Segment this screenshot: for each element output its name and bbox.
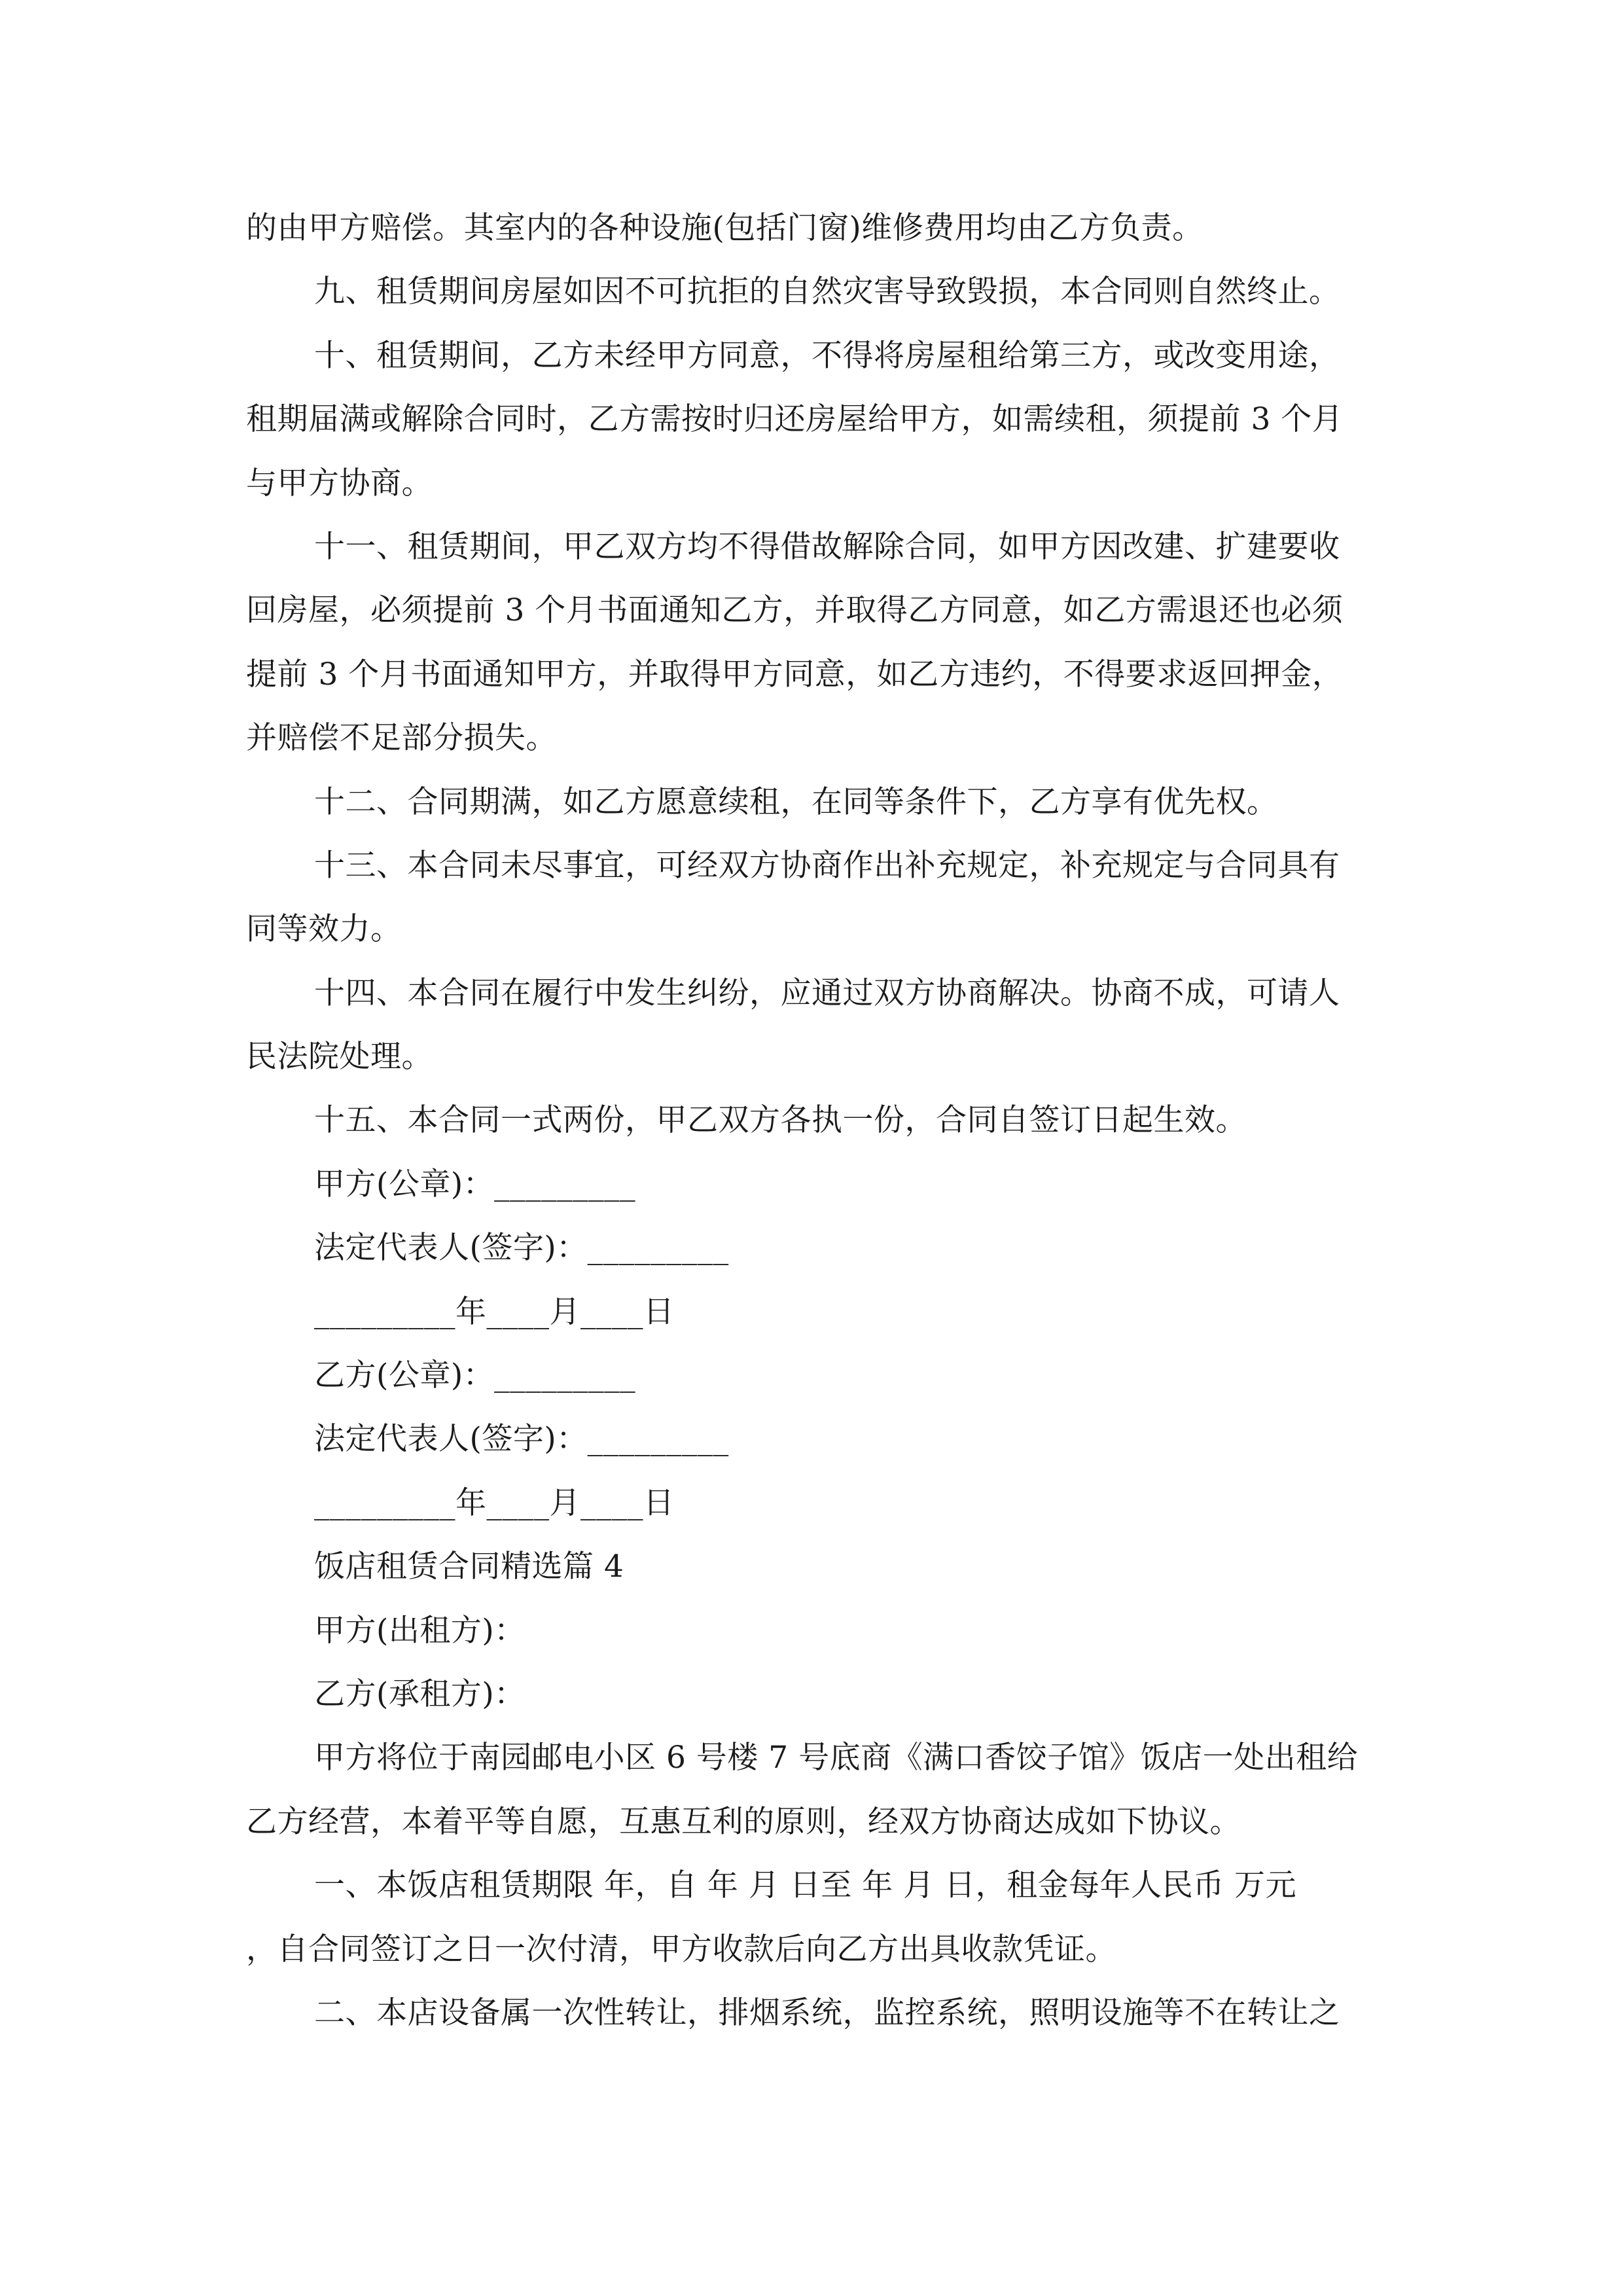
paragraph-line: 与甲方协商。 bbox=[246, 465, 433, 501]
paragraph-line: 民法院处理。 bbox=[246, 1039, 433, 1075]
paragraph-line: 同等效力。 bbox=[246, 911, 402, 948]
paragraph-line: 的由甲方赔偿。其室内的各种设施(包括门窗)维修费用均由乙方负责。 bbox=[246, 210, 1204, 246]
document-body bbox=[246, 196, 1385, 2045]
paragraph-line: 回房屋，必须提前 3 个月书面通知乙方，并取得乙方同意，如乙方需退还也必须 bbox=[246, 592, 1344, 629]
party-a-date-line: _________年____月____日 bbox=[314, 1293, 675, 1330]
intro-paragraph: 甲方将位于南园邮电小区 6 号楼 7 号底商《满口香饺子馆》饭店一处出租给 bbox=[314, 1740, 1359, 1776]
party-b-date-line: _________年____月____日 bbox=[314, 1484, 675, 1521]
clause-15: 十五、本合同一式两份，甲乙双方各执一份，合同自签订日起生效。 bbox=[314, 1102, 1247, 1139]
lessee-line: 乙方(承租方)： bbox=[314, 1676, 526, 1712]
paragraph-line: 并赔偿不足部分损失。 bbox=[246, 720, 557, 757]
paragraph-line: 租期届满或解除合同时，乙方需按时归还房屋给甲方，如需续租，须提前 3 个月 bbox=[246, 401, 1344, 438]
party-b-seal-line: 乙方(公章)：_________ bbox=[314, 1357, 636, 1394]
clause-13: 十三、本合同未尽事宜，可经双方协商作出补充规定，补充规定与合同具有 bbox=[314, 847, 1340, 884]
party-a-representative-line: 法定代表人(签字)：_________ bbox=[314, 1230, 729, 1266]
paragraph-line: 提前 3 个月书面通知甲方，并取得甲方同意，如乙方违约，不得要求返回押金， bbox=[246, 656, 1344, 692]
clause-12: 十二、合同期满，如乙方愿意续租，在同等条件下，乙方享有优先权。 bbox=[314, 783, 1278, 820]
party-a-seal-line: 甲方(公章)：_________ bbox=[314, 1166, 636, 1202]
paragraph-line: 乙方经营，本着平等自愿，互惠互利的原则，经双方协商达成如下协议。 bbox=[246, 1803, 1241, 1840]
clause-9: 九、租赁期间房屋如因不可抗拒的自然灾害导致毁损，本合同则自然终止。 bbox=[314, 274, 1340, 310]
paragraph-line: ，自合同签订之日一次付清，甲方收款后向乙方出具收款凭证。 bbox=[246, 1931, 1116, 1967]
clause-14: 十四、本合同在履行中发生纠纷，应通过双方协商解决。协商不成，可请人 bbox=[314, 975, 1340, 1011]
section-heading: 饭店租赁合同精选篇 4 bbox=[314, 1549, 624, 1585]
party-b-representative-line: 法定代表人(签字)：_________ bbox=[314, 1421, 729, 1458]
clause-1: 一、本饭店租赁期限 年，自 年 月 日至 年 月 日，租金每年人民币 万元 bbox=[314, 1867, 1297, 1904]
clause-2: 二、本店设备属一次性转让，排烟系统，监控系统，照明设施等不在转让之 bbox=[314, 1994, 1340, 2031]
lessor-line: 甲方(出租方)： bbox=[314, 1612, 526, 1649]
clause-10: 十、租赁期间，乙方未经甲方同意，不得将房屋租给第三方，或改变用途， bbox=[314, 337, 1340, 374]
clause-11: 十一、租赁期间，甲乙双方均不得借故解除合同，如甲方因改建、扩建要收 bbox=[314, 528, 1340, 565]
